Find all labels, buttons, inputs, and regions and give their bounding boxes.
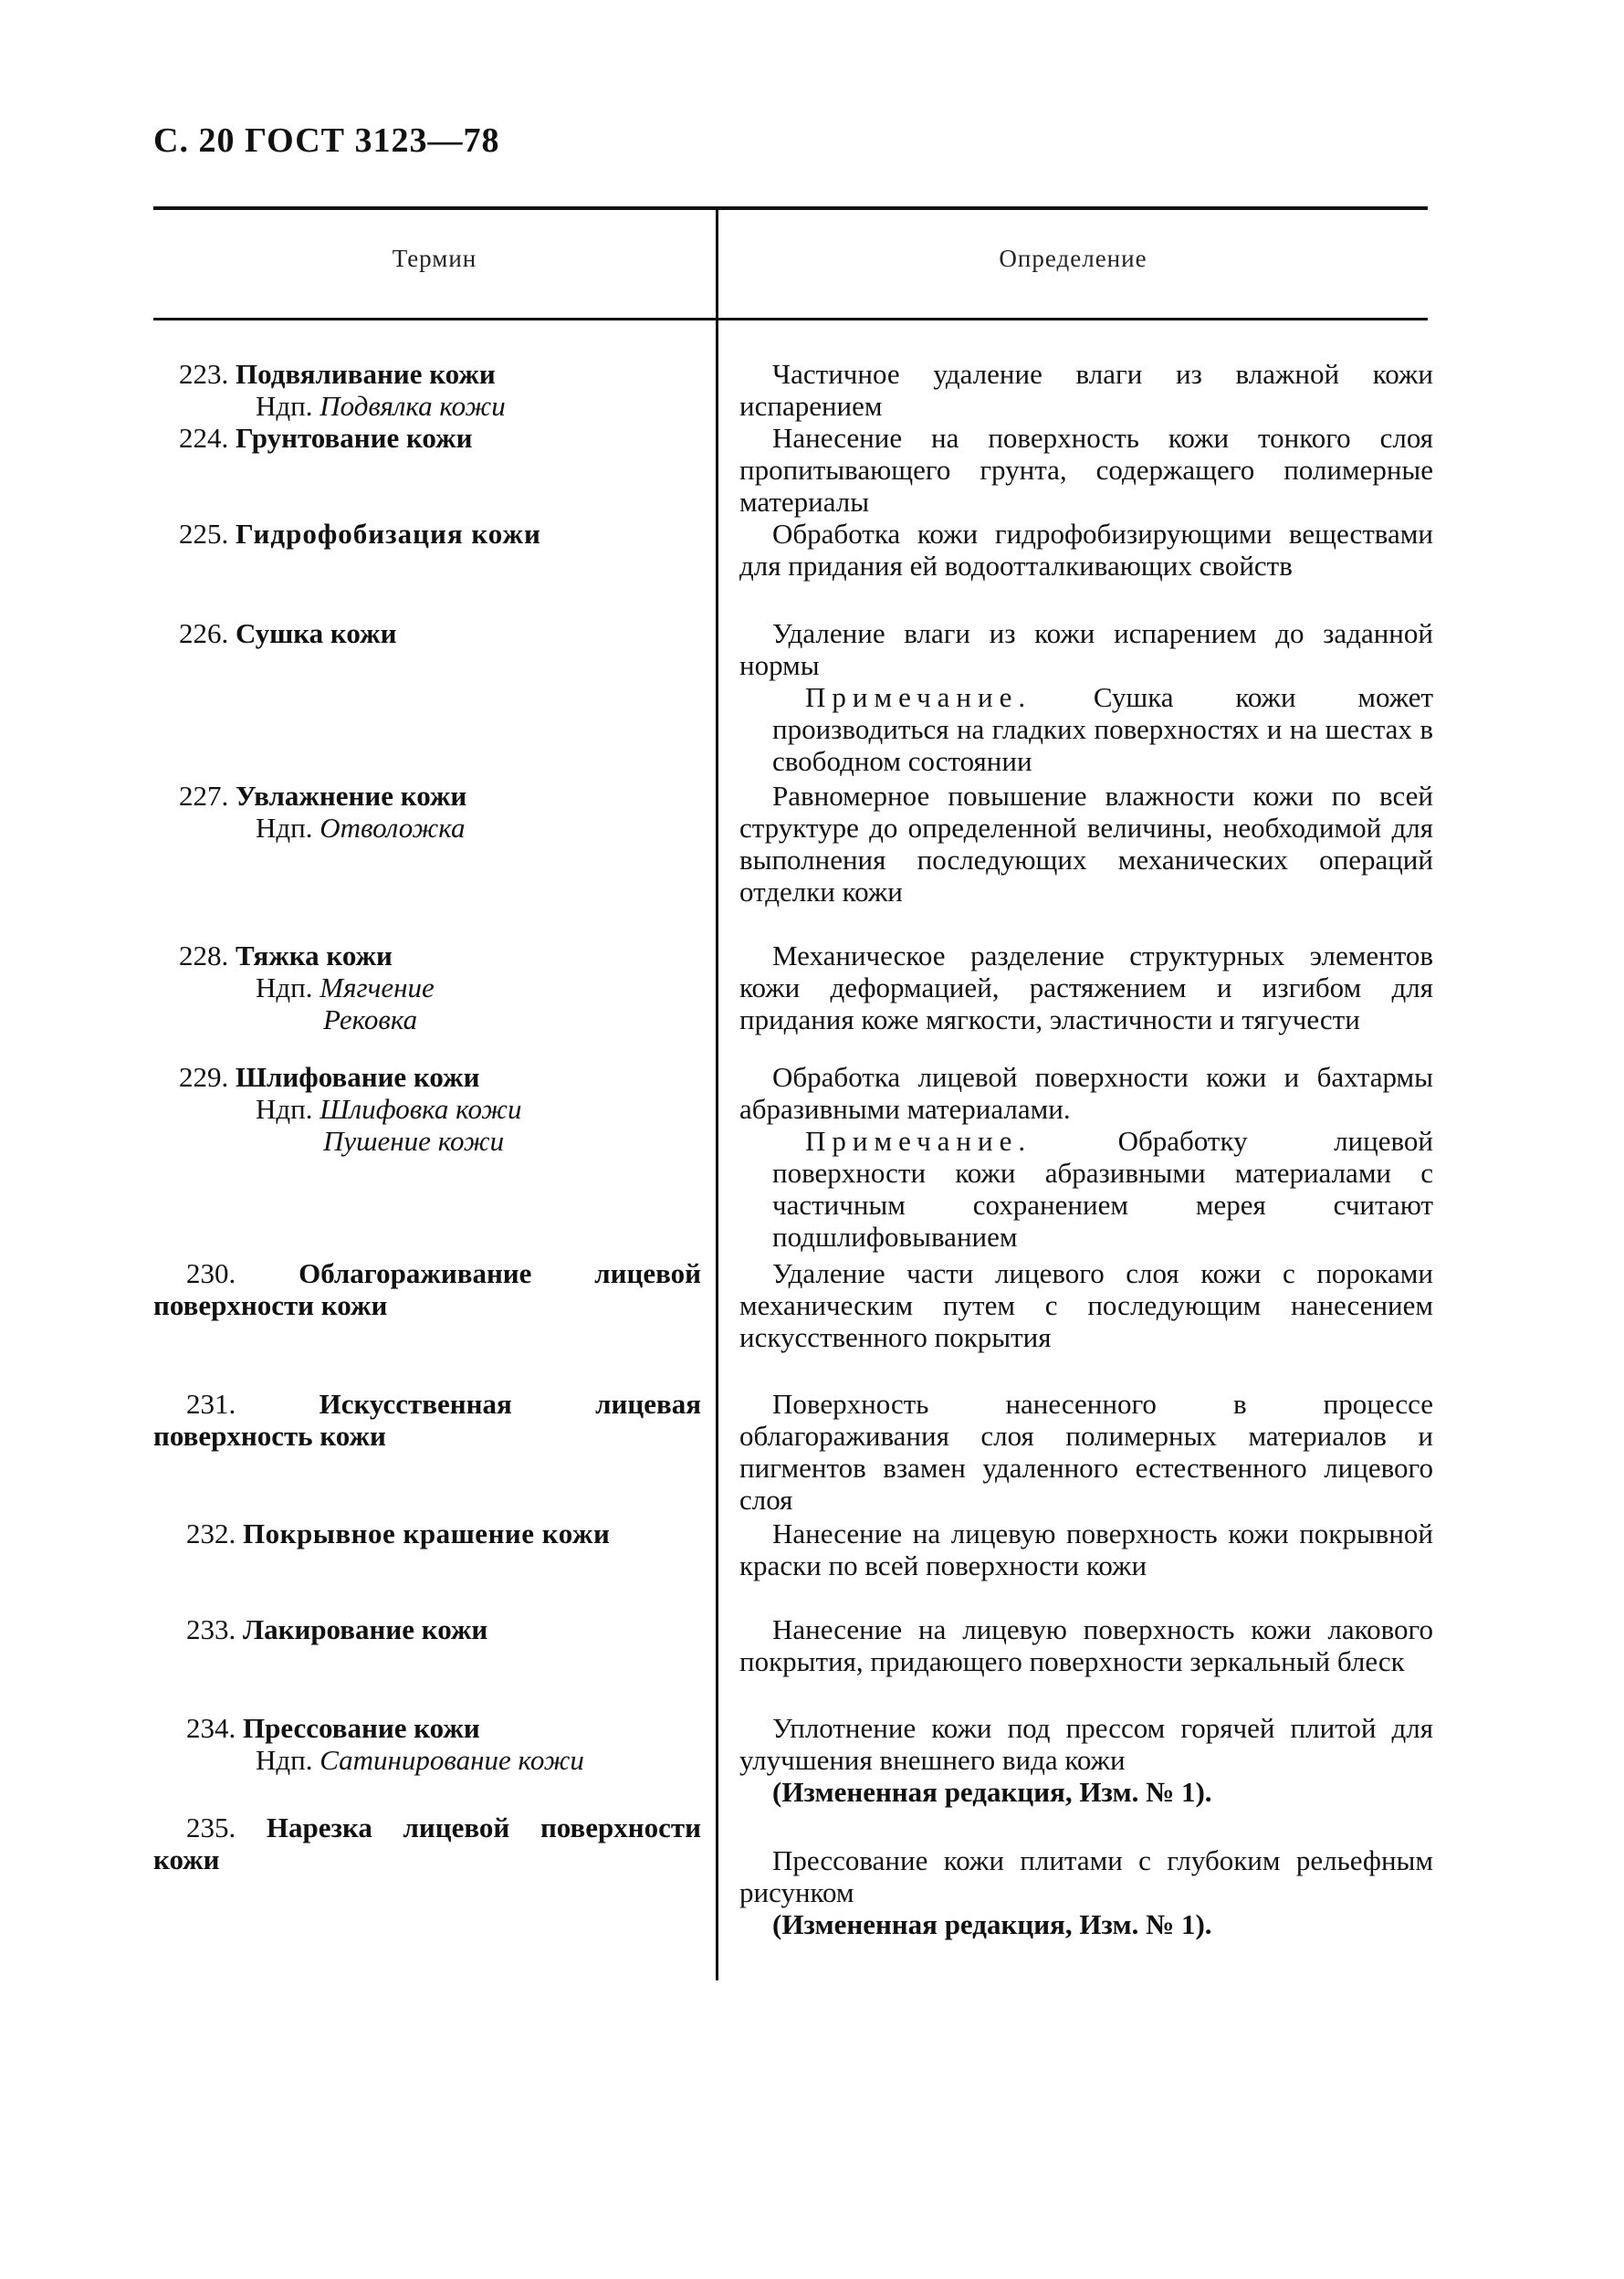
amendment-note-235: (Измененная редакция, Изм. № 1). [772,1908,1212,1940]
term-223: 223. Подвяливание кожи Ндп. Подвялка кожи [179,358,506,422]
term-233: 233. Лакирование кожи [186,1613,488,1645]
term-231: 231. Искусственная лицевая поверхность кожи [153,1388,701,1452]
term-224: 224. Грунтование кожи [179,422,473,454]
term-234: 234. Прессование кожи Ндп. Сатинирование кожи [186,1712,584,1776]
header-bottom-rule [153,318,1428,320]
term-226: 226. Сушка кожи [179,617,397,649]
definition-229: Обработка лицевой поверхности кожи и бахтармы абразивными материалами. Примечание. Обработку лицевой поверхности кожи абразивными материалами с частичным сохранением мерея считают подшлифовыванием [739,1061,1433,1253]
term-230: 230. Облагораживание лицевой поверхности кожи [153,1257,702,1321]
term-228: 228. Тяжка кожи Ндп. Мягчение Рековка [179,940,435,1035]
definition-226: Удаление влаги из кожи испарением до заданной нормы Примечание. Сушка кожи может производиться на гладких поверхностях и на шестах в свободном состоянии [739,617,1434,777]
column-divider-body [716,320,718,1980]
definition-228: Механическое разделение структурных элементов кожи деформацией, растяжением и изгибом для придания коже мягкости, эластичности и тягучести [739,940,1433,1035]
definition-230: Удаление части лицевого слоя кожи с пороками механическим путем с последующим нанесением искусственного покрытия [739,1257,1433,1353]
term-232: 232. Покрывное крашение кожи [186,1518,611,1549]
definition-223: Частичное удаление влаги из влажной кожи испарением [739,358,1433,422]
note-226: Примечание. Сушка кожи может производиться на гладких поверхностях и на шестах в свободном состоянии [772,681,1434,777]
term-225: 225. Гидрофобизация кожи [179,518,541,550]
definition-225: Обработка кожи гидрофобизирующими веществами для придания ей водоотталкивающих свойств [739,518,1433,582]
definition-231: Поверхность нанесенного в процессе облагораживания слоя полимерных материалов и пигментов взамен удаленного естественного лицевого слоя [739,1388,1433,1516]
definition-234: Уплотнение кожи под прессом горячей плитой для улучшения внешнего вида кожи (Измененная редакция, Изм. № 1). [739,1712,1433,1808]
column-header-definition: Определение [999,245,1147,272]
page-header: С. 20 ГОСТ 3123—78 [153,121,500,160]
definition-235: Прессование кожи плитами с глубоким рельефным рисунком (Измененная редакция, Изм. № 1). [739,1844,1433,1940]
definition-232: Нанесение на лицевую поверхность кожи покрывной краски по всей поверхности кожи [739,1518,1433,1581]
term-229: 229. Шлифование кожи Ндп. Шлифовка кожи Пушение кожи [179,1061,522,1157]
term-227: 227. Увлажнение кожи Ндп. Отволожка [179,780,467,844]
definition-233: Нанесение на лицевую поверхность кожи лакового покрытия, придающего поверхности зеркальный блеск [739,1613,1433,1677]
column-header-term: Термин [392,245,477,272]
term-235: 235. Нарезка лицевой поверхности кожи [153,1812,701,1875]
definition-227: Равномерное повышение влажности кожи по всей структуре до определенной величины, необходимой для выполнения последующих механических операций отделки кожи [739,780,1433,908]
note-229: Примечание. Обработку лицевой поверхности кожи абразивными материалами с частичным сохранением мерея считают подшлифовыванием [772,1125,1433,1253]
amendment-note-234: (Измененная редакция, Изм. № 1). [772,1776,1212,1808]
table-top-rule [153,206,1428,210]
definition-224: Нанесение на поверхность кожи тонкого слоя пропитывающего грунта, содержащего полимерные материалы [739,422,1433,518]
